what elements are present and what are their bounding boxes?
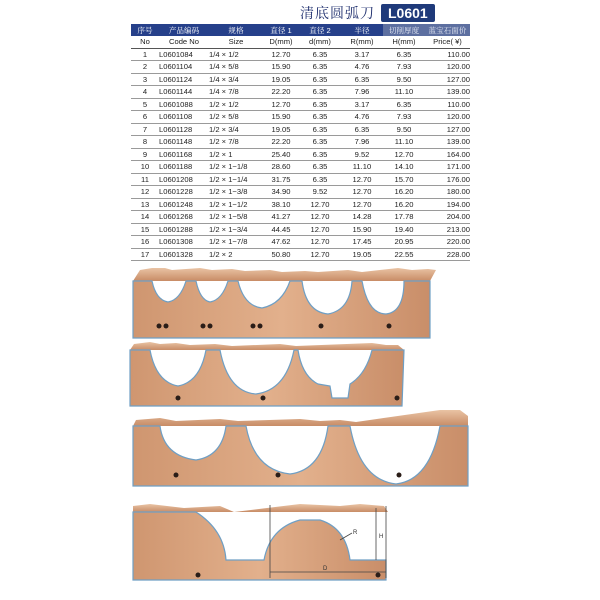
table-cell: 12.70 <box>383 148 425 161</box>
table-cell: 3.17 <box>341 98 383 111</box>
wood-sample-1 <box>133 268 436 338</box>
table-cell: 6.35 <box>299 61 341 74</box>
table-cell: 7 <box>131 123 159 136</box>
table-cell: 127.00 <box>425 73 470 86</box>
table-cell: 9.50 <box>383 123 425 136</box>
table-cell: 6.35 <box>299 73 341 86</box>
table-cell: 11.10 <box>383 86 425 99</box>
table-cell: 6.35 <box>299 86 341 99</box>
table-cell: 120.00 <box>425 111 470 124</box>
table-cell: 1/2 × 1−7/8 <box>209 236 263 249</box>
header-cn-5: 半径 <box>341 24 383 36</box>
table-cell: 2 <box>131 61 159 74</box>
header-cn-0: 序号 <box>131 24 159 36</box>
table-cell: 6.35 <box>299 111 341 124</box>
header-cn-1: 产品编码 <box>159 24 209 36</box>
table-cell: 12.70 <box>299 198 341 211</box>
header-en-7: Price( ¥) <box>425 36 470 48</box>
table-cell: 139.00 <box>425 136 470 149</box>
table-cell: 9.52 <box>341 148 383 161</box>
table-cell: 38.10 <box>263 198 299 211</box>
header-en-1: Code No <box>159 36 209 48</box>
table-cell: 1/4 × 1/2 <box>209 48 263 61</box>
table-cell: 164.00 <box>425 148 470 161</box>
table-cell: 220.00 <box>425 236 470 249</box>
table-cell: 3.17 <box>341 48 383 61</box>
table-cell: 15.70 <box>383 173 425 186</box>
table-cell: 4.76 <box>341 61 383 74</box>
height-label: H <box>379 534 384 540</box>
table-cell: L0601128 <box>159 123 209 136</box>
table-cell: 50.80 <box>263 248 299 261</box>
header-en-3: D(mm) <box>263 36 299 48</box>
table-cell: L0601088 <box>159 98 209 111</box>
table-cell: 9.52 <box>299 186 341 199</box>
table-cell: 12.70 <box>299 211 341 224</box>
table-cell: 15.90 <box>341 223 383 236</box>
table-cell: L0601084 <box>159 48 209 61</box>
table-cell: 12.70 <box>263 48 299 61</box>
table-cell: 171.00 <box>425 161 470 174</box>
table-cell: L0601144 <box>159 86 209 99</box>
table-cell: 1/2 × 1−1/2 <box>209 198 263 211</box>
table-cell: 127.00 <box>425 123 470 136</box>
table-cell: 6.35 <box>341 73 383 86</box>
table-cell: 110.00 <box>425 98 470 111</box>
title-chinese: 清底圆弧刀 <box>300 5 375 21</box>
table-cell: 17 <box>131 248 159 261</box>
table-cell: 44.45 <box>263 223 299 236</box>
table-cell: 1/2 × 1−1/8 <box>209 161 263 174</box>
table-cell: 15.90 <box>263 111 299 124</box>
table-cell: 7.93 <box>383 111 425 124</box>
table-cell: L0601188 <box>159 161 209 174</box>
table-cell: 120.00 <box>425 61 470 74</box>
table-cell: 25.40 <box>263 148 299 161</box>
table-cell: 14.10 <box>383 161 425 174</box>
table-cell: 213.00 <box>425 223 470 236</box>
table-cell: 6.35 <box>299 98 341 111</box>
table-cell: 12.70 <box>341 173 383 186</box>
table-cell: 16.20 <box>383 186 425 199</box>
table-cell: 19.40 <box>383 223 425 236</box>
table-cell: 10 <box>131 161 159 174</box>
table-cell: 6.35 <box>299 48 341 61</box>
table-cell: 12.70 <box>299 248 341 261</box>
table-cell: L0601124 <box>159 73 209 86</box>
table-cell: 6.35 <box>341 123 383 136</box>
table-cell: 1/4 × 3/4 <box>209 73 263 86</box>
wood-sample-3 <box>133 410 468 486</box>
table-cell: 1/4 × 7/8 <box>209 86 263 99</box>
table-cell: 8 <box>131 136 159 149</box>
table-cell: 1/2 × 1−5/8 <box>209 211 263 224</box>
header-en-2: Size <box>209 36 263 48</box>
table-cell: 180.00 <box>425 186 470 199</box>
header-cn-2: 规格 <box>209 24 263 36</box>
table-cell: 11 <box>131 173 159 186</box>
table-cell: 12.70 <box>341 198 383 211</box>
table-cell: 4.76 <box>341 111 383 124</box>
table-cell: 20.95 <box>383 236 425 249</box>
header-cn-6: 切削厚度 <box>383 24 425 36</box>
table-cell: 13 <box>131 198 159 211</box>
table-cell: 9.50 <box>383 73 425 86</box>
table-cell: 204.00 <box>425 211 470 224</box>
table-cell: 22.20 <box>263 136 299 149</box>
wood-sample-4 <box>133 504 388 580</box>
header-en-0: No <box>131 36 159 48</box>
table-cell: 9 <box>131 148 159 161</box>
table-cell: 6.35 <box>299 123 341 136</box>
radius-label: R <box>353 530 358 536</box>
table-cell: 19.05 <box>341 248 383 261</box>
table-cell: 15 <box>131 223 159 236</box>
table-cell: 1/2 × 7/8 <box>209 136 263 149</box>
table-cell: L0601228 <box>159 186 209 199</box>
header-cn-3: 直径 1 <box>263 24 299 36</box>
table-cell: 1/2 × 2 <box>209 248 263 261</box>
table-cell: 16 <box>131 236 159 249</box>
table-cell: 17.78 <box>383 211 425 224</box>
table-cell: 16.20 <box>383 198 425 211</box>
table-cell: L0601268 <box>159 211 209 224</box>
header-cn-7: 蓝宝石面价 <box>425 24 470 36</box>
table-cell: 7.96 <box>341 136 383 149</box>
table-cell: L0601148 <box>159 136 209 149</box>
table-cell: 6 <box>131 111 159 124</box>
table-cell: 110.00 <box>425 48 470 61</box>
table-cell: 14 <box>131 211 159 224</box>
table-cell: L0601248 <box>159 198 209 211</box>
table-cell: 22.20 <box>263 86 299 99</box>
table-cell: L0601328 <box>159 248 209 261</box>
table-cell: 1/2 × 1/2 <box>209 98 263 111</box>
header-cn-4: 直径 2 <box>299 24 341 36</box>
table-cell: L0601308 <box>159 236 209 249</box>
table-cell: 34.90 <box>263 186 299 199</box>
table-cell: 41.27 <box>263 211 299 224</box>
table-cell: 28.60 <box>263 161 299 174</box>
table-cell: 1/4 × 5/8 <box>209 61 263 74</box>
table-cell: 1/2 × 5/8 <box>209 111 263 124</box>
table-cell: 1/2 × 1−1/4 <box>209 173 263 186</box>
header-en-6: H(mm) <box>383 36 425 48</box>
table-cell: 6.35 <box>299 148 341 161</box>
table-cell: 15.90 <box>263 61 299 74</box>
table-cell: 31.75 <box>263 173 299 186</box>
diameter-label: D <box>323 566 328 572</box>
table-cell: 1/2 × 3/4 <box>209 123 263 136</box>
header-en-5: R(mm) <box>341 36 383 48</box>
table-cell: 22.55 <box>383 248 425 261</box>
table-cell: 12.70 <box>299 236 341 249</box>
table-cell: 12.70 <box>299 223 341 236</box>
table-cell: 11.10 <box>383 136 425 149</box>
table-cell: 7.96 <box>341 86 383 99</box>
table-cell: L0601104 <box>159 61 209 74</box>
table-cell: L0601108 <box>159 111 209 124</box>
table-cell: 139.00 <box>425 86 470 99</box>
wood-sample-2 <box>130 342 404 406</box>
table-cell: 19.05 <box>263 73 299 86</box>
table-cell: 6.35 <box>383 48 425 61</box>
table-cell: L0601168 <box>159 148 209 161</box>
table-cell: L0601288 <box>159 223 209 236</box>
table-cell: 4 <box>131 86 159 99</box>
table-cell: 6.35 <box>299 161 341 174</box>
table-cell: 5 <box>131 98 159 111</box>
table-cell: 12 <box>131 186 159 199</box>
table-cell: 1/2 × 1−3/4 <box>209 223 263 236</box>
table-cell: 17.45 <box>341 236 383 249</box>
table-cell: 11.10 <box>341 161 383 174</box>
table-cell: 14.28 <box>341 211 383 224</box>
table-cell: 194.00 <box>425 198 470 211</box>
table-cell: 6.35 <box>383 98 425 111</box>
table-cell: 47.62 <box>263 236 299 249</box>
table-cell: 7.93 <box>383 61 425 74</box>
product-code-badge: L0601 <box>381 4 435 22</box>
table-cell: 3 <box>131 73 159 86</box>
table-cell: 19.05 <box>263 123 299 136</box>
table-cell: 228.00 <box>425 248 470 261</box>
table-cell: 6.35 <box>299 173 341 186</box>
table-cell: 12.70 <box>341 186 383 199</box>
table-cell: 1/2 × 1 <box>209 148 263 161</box>
table-cell: 1 <box>131 48 159 61</box>
table-cell: 12.70 <box>263 98 299 111</box>
table-cell: 1/2 × 1−3/8 <box>209 186 263 199</box>
table-cell: 6.35 <box>299 136 341 149</box>
table-cell: L0601208 <box>159 173 209 186</box>
table-cell: 176.00 <box>425 173 470 186</box>
header-en-4: d(mm) <box>299 36 341 48</box>
